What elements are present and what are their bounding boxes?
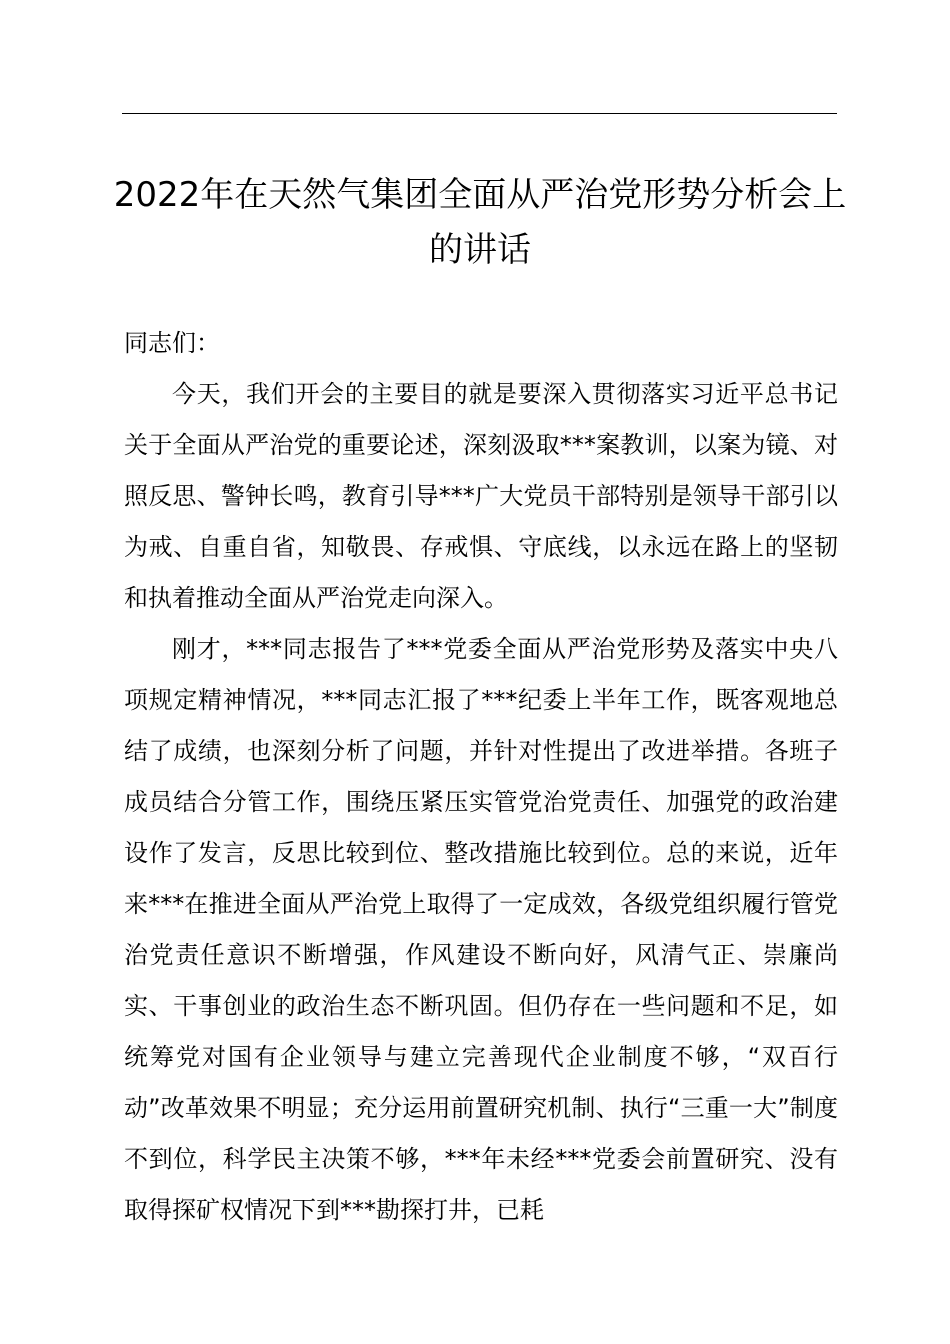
header-rule <box>122 113 837 114</box>
paragraph-1: 今天，我们开会的主要目的就是要深入贯彻落实习近平总书记关于全面从严治党的重要论述，深刻汲取***案教训，以案为镜、对照反思、警钟长鸣，教育引导***广大党员干部特别是领导干部引以为戒、自重自省，知敬畏、存戒惧、守底线，以永远在路上的坚韧和执着推动全面从严治党走向深入。 <box>124 380 838 612</box>
salutation: 同志们： <box>124 329 220 357</box>
paragraph-2: 刚才，***同志报告了***党委全面从严治党形势及落实中央八项规定精神情况，***同志汇报了***纪委上半年工作，既客观地总结了成绩，也深刻分析了问题，并针对性提出了改进举措。各班子成员结合分管工作，围绕压紧压实管党治党责任、加强党的政治建设作了发言，反思比较到位、整改措施比较到位。总的来说，近年来***在推进全面从严治党上取得了一定成效，各级党组织履行管党治党责任意识不断增强，作风建设不断向好，风清气正、崇廉尚实、干事创业的政治生态不断巩固。但仍存在一些问题和不足，如统筹党对国有企业领导与建立完善现代企业制度不够，“双百行动”改革效果不明显；充分运用前置研究机制、执行“三重一大”制度不到位，科学民主决策不够，***年未经***党委会前置研究、没有取得探矿权情况下到***勘探打井，已耗 <box>124 635 838 1224</box>
document-body <box>124 318 838 1236</box>
document-title: 2022年在天然气集团全面从严治党形势分析会上的讲话 <box>113 175 847 270</box>
